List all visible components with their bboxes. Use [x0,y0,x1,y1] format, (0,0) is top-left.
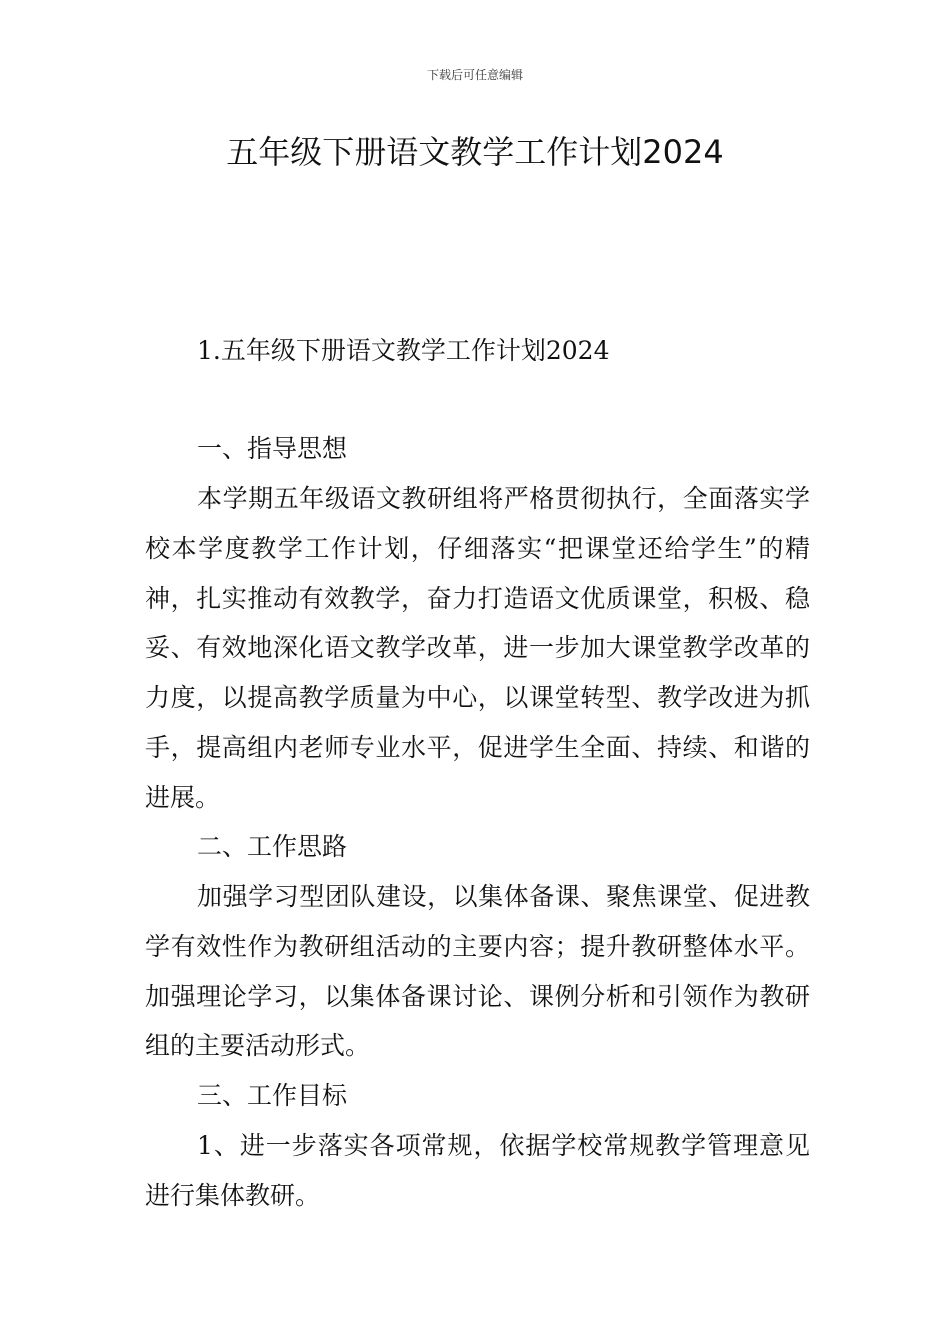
paragraph-work-goals: 1、进一步落实各项常规，依据学校常规教学管理意见进行集体教研。 [145,1131,810,1210]
document-title: 五年级下册语文教学工作计划2024 [226,133,724,171]
section-number-title: 1.五年级下册语文教学工作计划2024 [197,336,610,365]
header-note: 下载后可任意编辑 [426,68,523,82]
paragraph-guiding-ideology: 本学期五年级语文教研组将严格贯彻执行，全面落实学校本学度教学工作计划，仔细落实“把课堂还给学生”的精神，扎实推动有效教学，奋力打造语文优质课堂，积极、稳妥、有效地深化语文教学改革，进一步加大课堂教学改革的力度，以提高教学质量为中心，以课堂转型、教学改进为抓手，提高组内老师专业水平，促进学生全面、持续、和谐的进展。 [145,484,810,812]
section-heading-guiding-ideology: 一、指导思想 [197,434,348,463]
paragraph-work-approach: 加强学习型团队建设，以集体备课、聚焦课堂、促进教学有效性作为教研组活动的主要内容；提升教研整体水平。加强理论学习，以集体备课讨论、课例分析和引领作为教研组的主要活动形式。 [145,882,810,1061]
section-heading-work-goals: 三、工作目标 [197,1081,348,1110]
section-heading-work-approach: 二、工作思路 [197,832,348,861]
